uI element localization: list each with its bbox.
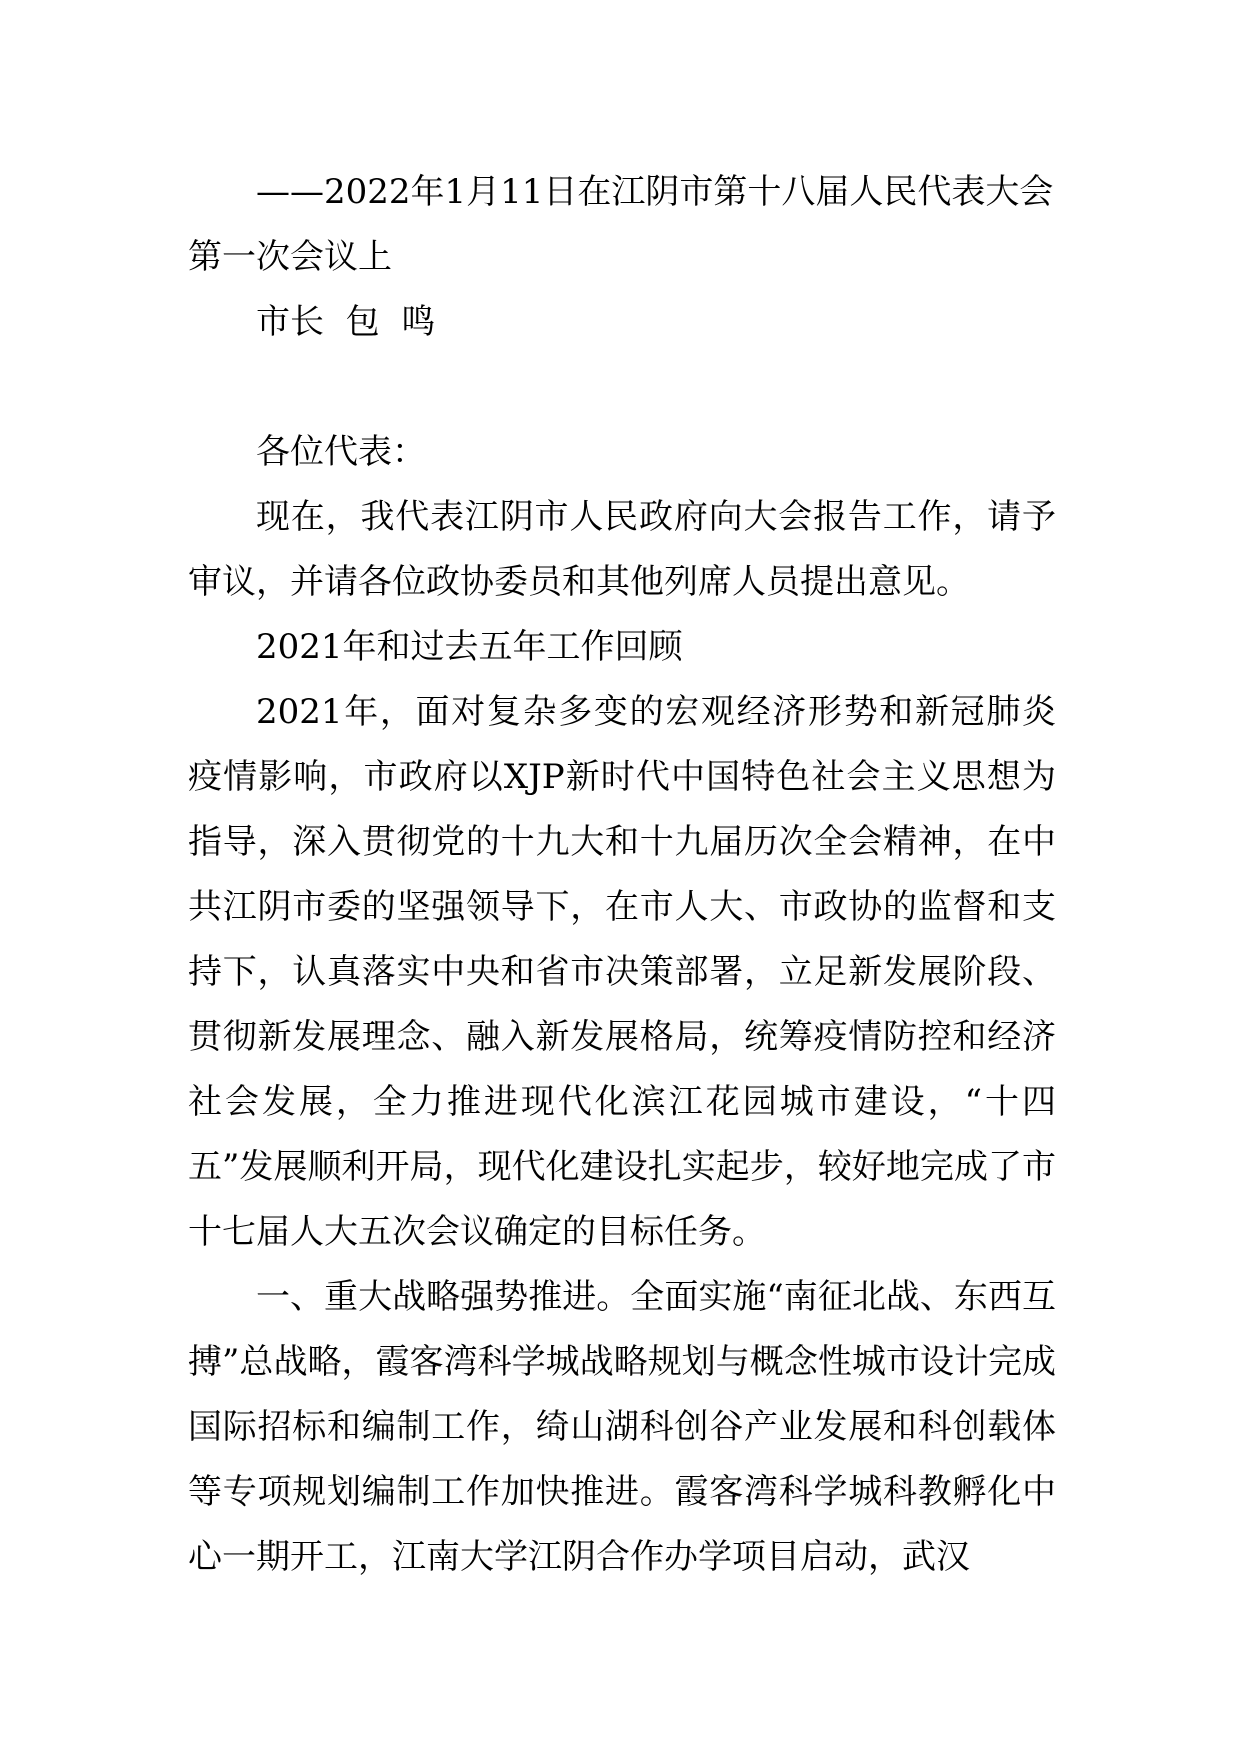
- document-page: [188, 160, 1056, 1590]
- speech-subtitle: ——2022年1月11日在江阴市第十八届人民代表大会第一次会议上: [188, 172, 1054, 277]
- speech-author: 市长 包 鸣: [256, 302, 436, 342]
- review-paragraph: 2021年，面对复杂多变的宏观经济形势和新冠肺炎疫情影响，市政府以XJP新时代中国特色社会主义思想为指导，深入贯彻党的十九大和十九届历次全会精神，在中共江阴市委的坚强领导下，在市人大、市政协的监督和支持下，认真落实中央和省市决策部署，立足新发展阶段、贯彻新发展理念、融入新发展格局，统筹疫情防控和经济社会发展，全力推进现代化滨江花园城市建设，“十四五”发展顺利开局，现代化建设扎实起步，较好地完成了市十七届人大五次会议确定的目标任务。: [188, 692, 1056, 1252]
- greeting-paragraph: 各位代表：: [256, 432, 426, 472]
- section-heading: 2021年和过去五年工作回顾: [256, 627, 683, 667]
- strategy-paragraph: 一、重大战略强势推进。全面实施“南征北战、东西互搏”总战略，霞客湾科学城战略规划与概念性城市设计完成国际招标和编制工作，绮山湖科创谷产业发展和科创载体等专项规划编制工作加快推进。霞客湾科学城科教孵化中心一期开工，江南大学江阴合作办学项目启动，武汉: [188, 1277, 1056, 1577]
- intro-paragraph: 现在，我代表江阴市人民政府向大会报告工作，请予审议，并请各位政协委员和其他列席人员提出意见。: [188, 497, 1056, 602]
